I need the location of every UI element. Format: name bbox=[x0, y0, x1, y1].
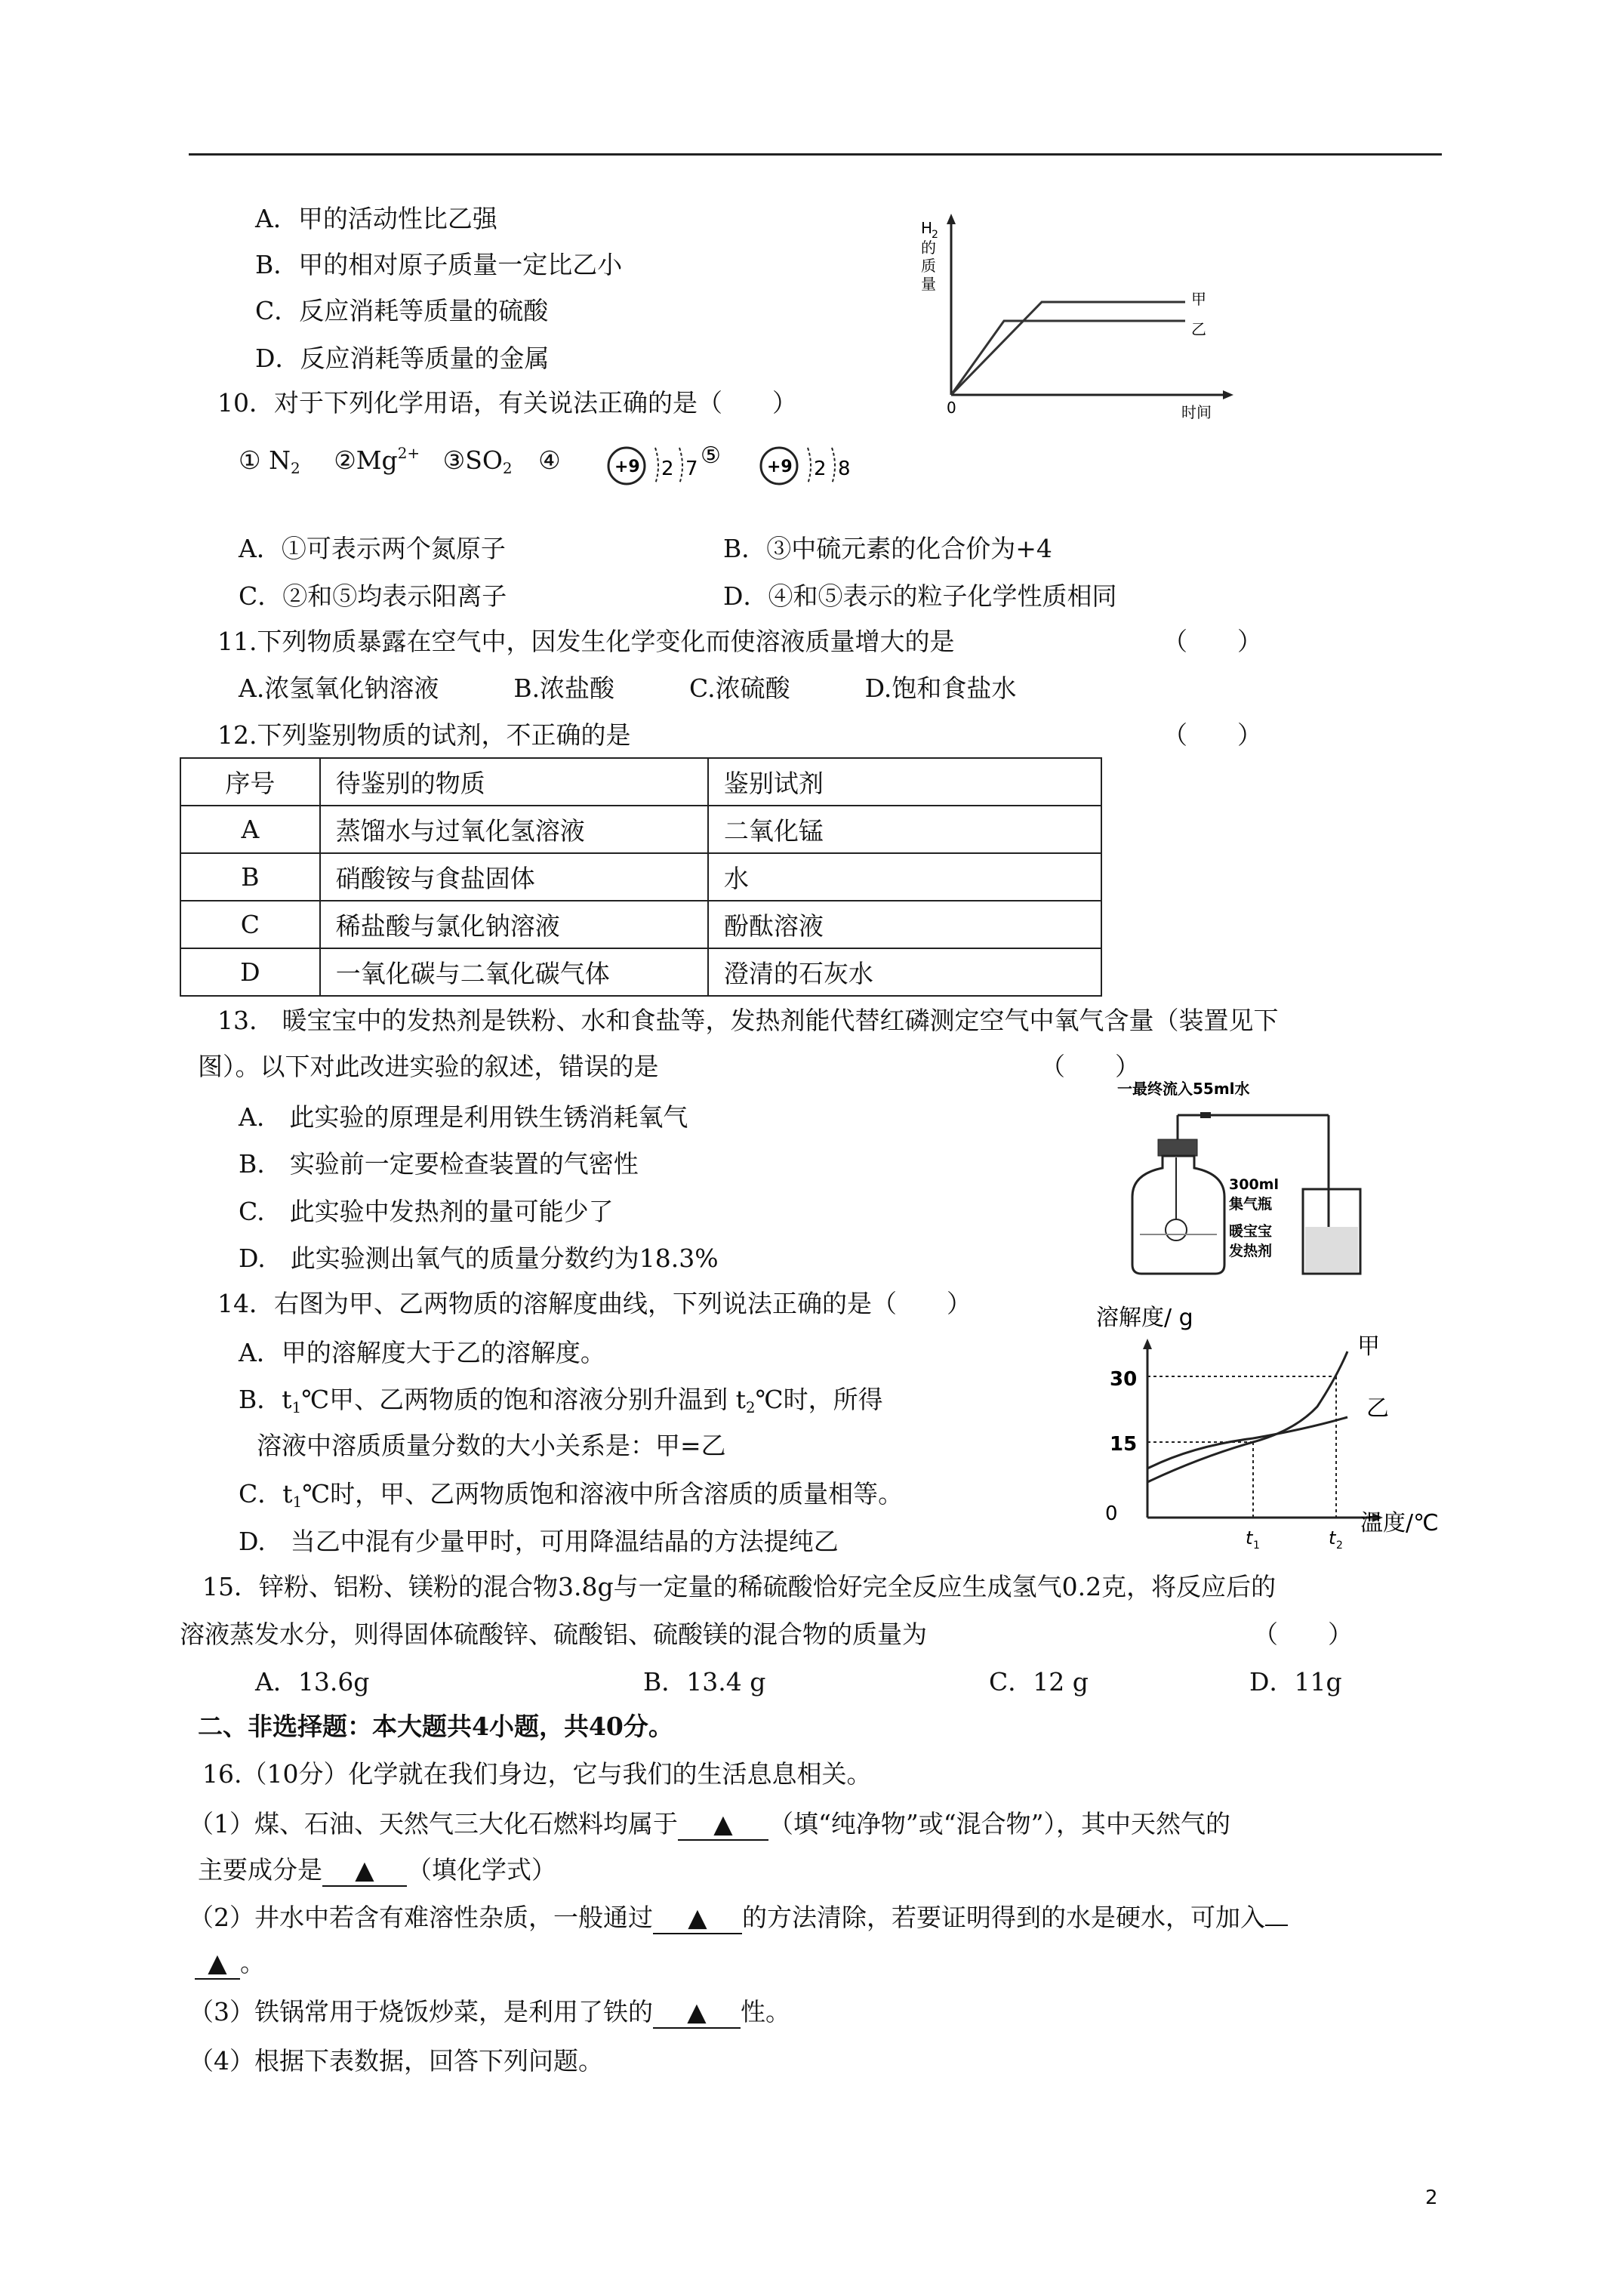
q12-stem: 12.下列鉴别物质的试剂，不正确的是 bbox=[217, 720, 631, 750]
answer-blank[interactable]: ▲ bbox=[653, 1997, 741, 2029]
svg-text:8: 8 bbox=[838, 458, 851, 480]
q9-option-c: C．反应消耗等质量的硫酸 bbox=[255, 296, 549, 325]
item-4: ④ bbox=[538, 445, 561, 475]
q15-option-b: B．13.4 g bbox=[643, 1667, 766, 1697]
table-row: D 一氧化碳与二氧化碳气体 澄清的石灰水 bbox=[180, 948, 1101, 996]
q13-stem-line1: 13. 暖宝宝中的发热剂是铁粉、水和食盐等，发热剂能代替红磷测定空气中氧气含量（装置见下 bbox=[217, 1006, 1279, 1035]
q10-option-a: A．①可表示两个氮原子 bbox=[239, 534, 506, 563]
q16-part3: （3）铁锅常用于烧饭炒菜，是利用了铁的 ▲ 性。 bbox=[189, 1996, 790, 2029]
q16-part2-line2: ▲ 。 bbox=[195, 1946, 265, 1980]
q13-paren: （ ） bbox=[1040, 1052, 1140, 1081]
q15-option-c: C．12 g bbox=[989, 1667, 1089, 1697]
q16-part2-line1: （2）井水中若含有难溶性杂质，一般通过 ▲ 的方法清除，若要证明得到的水是硬水，可加入 bbox=[189, 1901, 1288, 1934]
answer-blank[interactable]: ▲ bbox=[322, 1855, 407, 1887]
q10-items: ① $N_2$ $②Mg^{2+}$ $③SO_2$ ④ bbox=[239, 444, 561, 477]
header-cell: 鉴别试剂 bbox=[708, 758, 1101, 806]
q15-option-a: A．13.6g bbox=[255, 1667, 370, 1697]
q13-option-d: D. 此实验测出氧气的质量分数约为18.3% bbox=[239, 1244, 719, 1273]
q9-option-b: B．甲的相对原子质量一定比乙小 bbox=[255, 250, 623, 279]
q14-option-b-line1: B．$t_1℃$甲、乙两物质的饱和溶液分别升温到 $t_2℃$时，所得 bbox=[239, 1385, 883, 1416]
q14-option-d: D. 当乙中混有少量甲时，可用降温结晶的方法提纯乙 bbox=[239, 1527, 839, 1556]
answer-blank[interactable]: ▲ bbox=[195, 1948, 240, 1980]
item-1: ① N bbox=[239, 445, 291, 475]
item-5: ⑤ bbox=[701, 442, 721, 469]
atom-diagram-4 bbox=[604, 433, 755, 493]
svg-text:2: 2 bbox=[814, 458, 827, 480]
graph-origin: 0 bbox=[947, 399, 956, 417]
q15-paren: （ ） bbox=[1253, 1620, 1353, 1649]
svg-text:2: 2 bbox=[1336, 1539, 1343, 1552]
svg-text:30: 30 bbox=[1110, 1368, 1138, 1391]
section-2-heading: 二、非选择题：本大题共4小题，共40分。 bbox=[198, 1712, 673, 1741]
figure-top-label: 一最终流入55ml水 bbox=[1117, 1080, 1250, 1098]
solubility-xlabel: 温度/℃ bbox=[1360, 1510, 1439, 1536]
svg-text:7: 7 bbox=[685, 458, 698, 480]
q9-h2-mass-graph bbox=[913, 208, 1238, 427]
table-row: A 蒸馏水与过氧化氢溶液 二氧化锰 bbox=[180, 806, 1101, 853]
q15-option-d: D．11g bbox=[1249, 1667, 1342, 1697]
header-cell: 待鉴别的物质 bbox=[320, 758, 708, 806]
svg-text:0: 0 bbox=[1105, 1502, 1118, 1525]
header-cell: 序号 bbox=[180, 758, 320, 806]
svg-text:300ml: 300ml bbox=[1229, 1176, 1279, 1193]
q13-option-b: B. 实验前一定要检查装置的气密性 bbox=[239, 1149, 639, 1179]
q14-stem: 14．右图为甲、乙两物质的溶解度曲线，下列说法正确的是（ ） bbox=[217, 1289, 972, 1318]
q14-option-c: C．$t_1℃$时，甲、乙两物质饱和溶液中所含溶质的质量相等。 bbox=[239, 1479, 904, 1511]
curve-label-jia: 甲 bbox=[1191, 290, 1206, 308]
answer-blank[interactable]: ▲ bbox=[678, 1809, 768, 1841]
svg-text:t: t bbox=[1329, 1527, 1336, 1549]
q13-option-a: A. 此实验的原理是利用铁生锈消耗氧气 bbox=[239, 1102, 688, 1132]
q16-part4: （4）根据下表数据，回答下列问题。 bbox=[189, 2046, 603, 2076]
answer-blank[interactable]: ▲ bbox=[653, 1903, 742, 1934]
atom-diagram-5 bbox=[755, 433, 876, 493]
svg-text:+9: +9 bbox=[614, 458, 640, 476]
item-3: ③SO bbox=[442, 445, 503, 475]
header-rule bbox=[189, 153, 1442, 156]
svg-text:t: t bbox=[1246, 1527, 1253, 1549]
q16-part1-line1: （1）煤、石油、天然气三大化石燃料均属于 ▲ （填“纯净物”或“混合物”），其中天然气的 bbox=[189, 1808, 1230, 1841]
table-row: B 硝酸铵与食盐固体 水 bbox=[180, 853, 1101, 901]
q14-option-a: A．甲的溶解度大于乙的溶解度。 bbox=[239, 1338, 605, 1367]
page-number: 2 bbox=[1425, 2187, 1438, 2209]
q12-reagent-table bbox=[180, 757, 1102, 997]
q13-apparatus-figure bbox=[1110, 1076, 1381, 1287]
table-row: C 稀盐酸与氯化钠溶液 酚酞溶液 bbox=[180, 901, 1101, 948]
svg-text:暖宝宝: 暖宝宝 bbox=[1229, 1223, 1273, 1240]
curve-label-yi: 乙 bbox=[1191, 320, 1206, 338]
table-header-row bbox=[180, 758, 1101, 806]
curve-label-jia: 甲 bbox=[1357, 1333, 1380, 1360]
q10-stem: 10．对于下列化学用语，有关说法正确的是（ ） bbox=[217, 388, 797, 418]
solubility-ylabel: 溶解度/ g bbox=[1096, 1305, 1193, 1331]
q16-stem: 16.（10分）化学就在我们身边，它与我们的生活息息相关。 bbox=[202, 1759, 872, 1789]
q13-option-c: C. 此实验中发热剂的量可能少了 bbox=[239, 1197, 614, 1226]
q9-option-d: D．反应消耗等质量的金属 bbox=[255, 344, 550, 373]
svg-text:+9: +9 bbox=[767, 458, 793, 476]
q11-options: A.浓氢氧化钠溶液 B.浓盐酸 C.浓硫酸 D.饱和食盐水 bbox=[239, 673, 1017, 703]
q16-part1-line2: 主要成分是 ▲ （填化学式） bbox=[198, 1854, 556, 1887]
q15-stem-line2: 溶液蒸发水分，则得固体硫酸锌、硫酸铝、硫酸镁的混合物的质量为 bbox=[180, 1620, 927, 1649]
svg-text:集气瓶: 集气瓶 bbox=[1229, 1196, 1273, 1213]
q14-option-b-line2: 溶液中溶质质量分数的大小关系是：甲=乙 bbox=[257, 1431, 726, 1460]
graph-ylabel-h: H bbox=[921, 219, 933, 237]
item-2: ②Mg bbox=[334, 445, 398, 475]
svg-text:1: 1 bbox=[1253, 1539, 1260, 1552]
q12-paren: （ ） bbox=[1163, 720, 1262, 750]
q11-paren: （ ） bbox=[1163, 627, 1262, 656]
svg-text:15: 15 bbox=[1110, 1433, 1138, 1456]
q10-option-c: C．②和⑤均表示阳离子 bbox=[239, 581, 507, 611]
q14-solubility-graph bbox=[1087, 1295, 1439, 1559]
q9-option-a: A．甲的活动性比乙强 bbox=[255, 204, 497, 233]
graph-xlabel: 时间 bbox=[1181, 403, 1212, 421]
q11-stem: 11.下列物质暴露在空气中，因发生化学变化而使溶液质量增大的是 bbox=[217, 627, 955, 656]
svg-text:2: 2 bbox=[661, 458, 674, 480]
curve-label-yi: 乙 bbox=[1366, 1395, 1389, 1422]
q10-option-d: D．④和⑤表示的粒子化学性质相同 bbox=[723, 581, 1117, 611]
svg-text:发热剂: 发热剂 bbox=[1229, 1243, 1273, 1259]
q15-stem-line1: 15．锌粉、铝粉、镁粉的混合物3.8g与一定量的稀硫酸恰好完全反应生成氢气0.2克，将反应后的 bbox=[202, 1572, 1277, 1601]
graph-ylabel-rest: 的质量 bbox=[921, 239, 936, 293]
q13-stem-line2: 图）。以下对此改进实验的叙述，错误的是 bbox=[198, 1052, 659, 1081]
q10-option-b: B．③中硫元素的化合价为+4 bbox=[723, 534, 1052, 563]
graph-ylabel-sub: 2 bbox=[932, 229, 938, 241]
